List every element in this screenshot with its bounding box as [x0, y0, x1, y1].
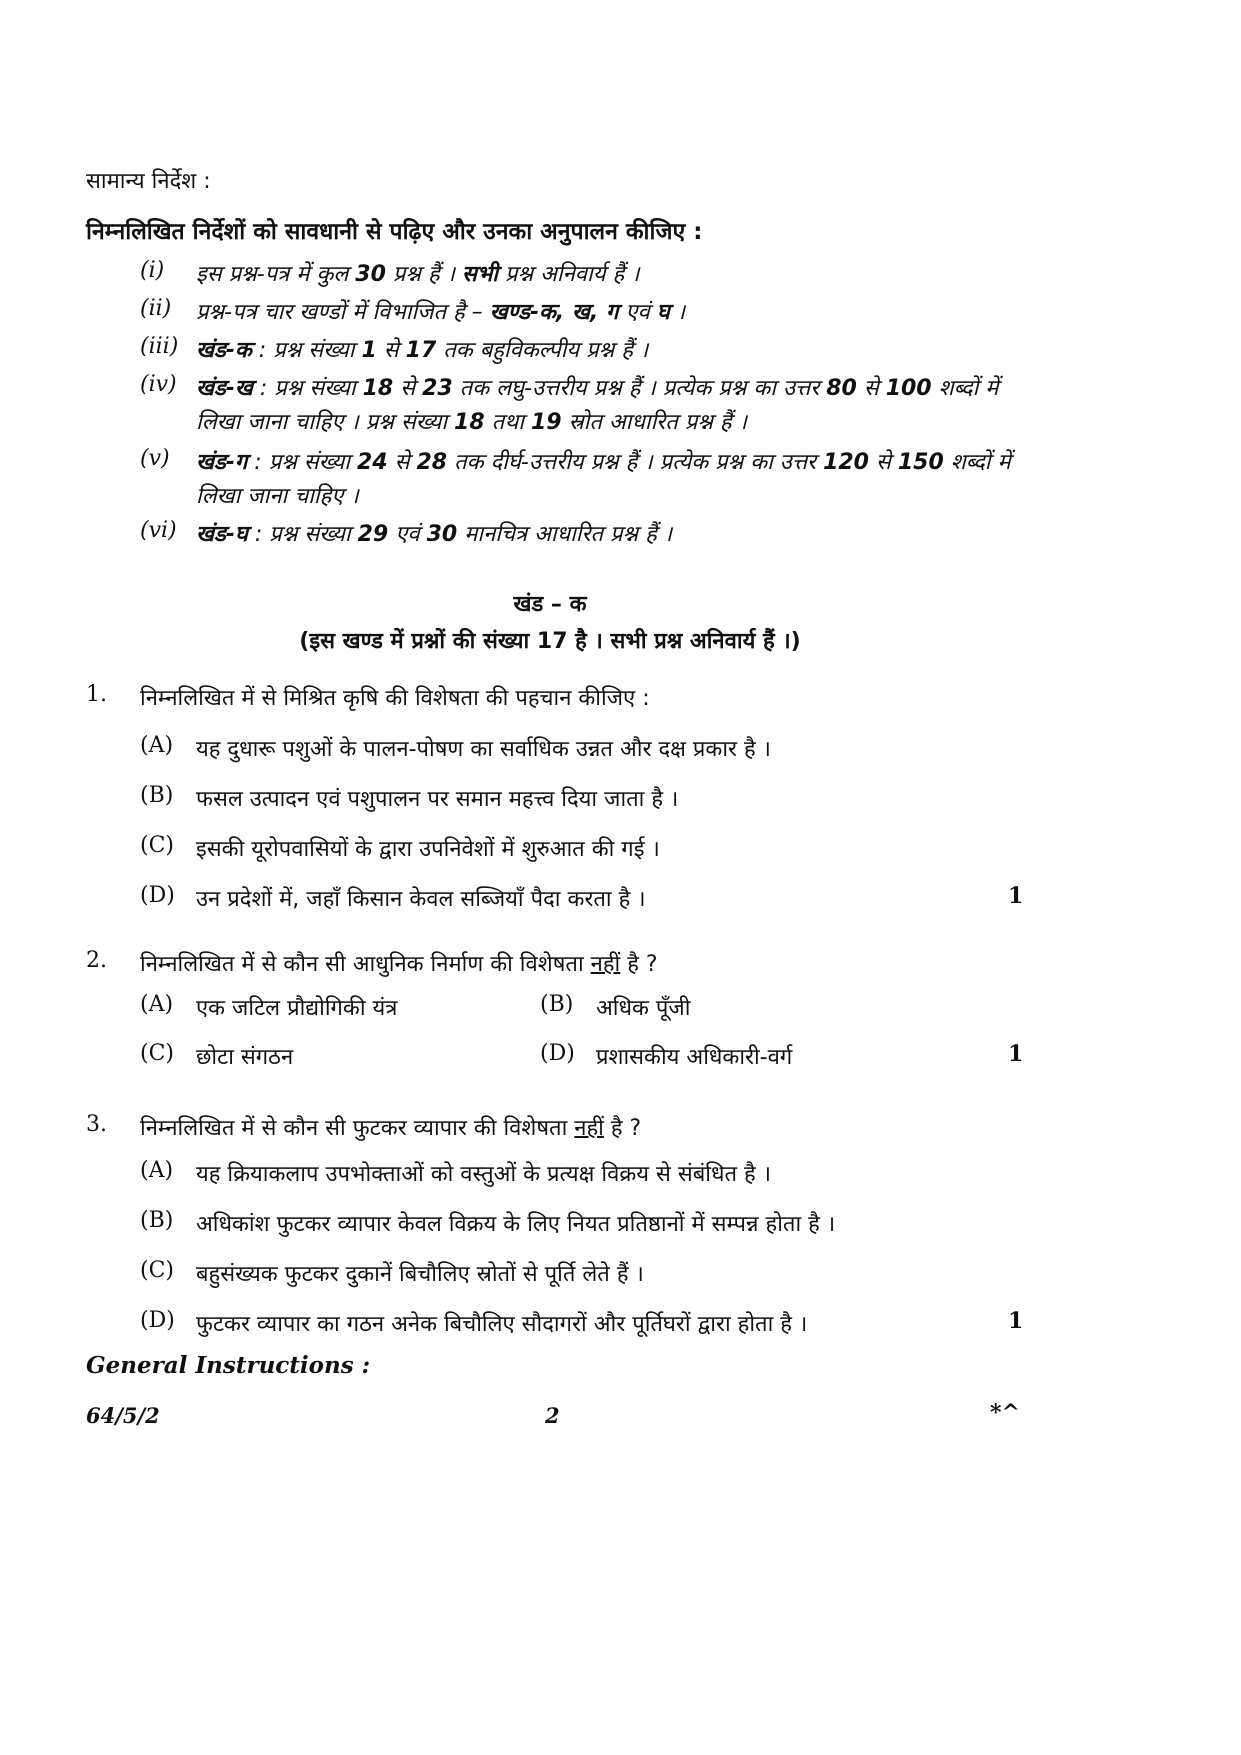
- emphasis-text: 30: [426, 522, 458, 547]
- stem-segment: निम्नलिखित में से कौन सी आधुनिक निर्माण की विशेषता: [140, 952, 591, 977]
- emphasis-text: खंड-घ: [196, 522, 248, 547]
- question-stem: [140, 1112, 641, 1142]
- instruction-text: [196, 446, 1011, 476]
- option-label: (A): [140, 992, 174, 1017]
- instruction-segment: तक लघु-उत्तरीय प्रश्न हैं । प्रत्येक प्रश्न का उत्तर: [452, 376, 827, 401]
- instruction-segment: : प्रश्न संख्या: [247, 522, 358, 547]
- instruction-segment: से: [856, 376, 886, 401]
- section-subtitle: (इस खण्ड में प्रश्नों की संख्या 17 है । सभी प्रश्न अनिवार्य हैं ।): [299, 629, 801, 654]
- emphasis-text: 17: [405, 338, 437, 363]
- emphasis-text: 29: [357, 522, 389, 547]
- instructions-intro: निम्नलिखित निर्देशों को सावधानी से पढ़िए और उनका अनुपालन कीजिए :: [86, 219, 703, 245]
- stem-segment: निम्नलिखित में से मिश्रित कृषि की विशेषता की पहचान कीजिए :: [140, 686, 650, 711]
- paper-code: 64/5/2: [86, 1403, 160, 1428]
- instruction-number: (iii): [140, 334, 179, 359]
- option-text: उन प्रदेशों में, जहाँ किसान केवल सब्जियाँ पैदा करता है ।: [196, 887, 646, 912]
- option-label: (C): [140, 1258, 174, 1283]
- instruction-segment: इस प्रश्न-पत्र में कुल: [196, 262, 356, 287]
- emphasis-text: खंड-ख: [196, 376, 253, 401]
- option-label: (B): [540, 992, 574, 1017]
- stem-segment: निम्नलिखित में से कौन सी फुटकर व्यापार की विशेषता: [140, 1116, 575, 1141]
- option-text: अधिकांश फुटकर व्यापार केवल विक्रय के लिए नियत प्रतिष्ठानों में सम्पन्न होता है ।: [196, 1212, 836, 1237]
- question-stem: [140, 948, 658, 978]
- instruction-segment: से: [376, 338, 406, 363]
- emphasis-text: सभी: [461, 262, 499, 287]
- instruction-segment: शब्दों में: [943, 450, 1011, 475]
- option-label: (D): [140, 1308, 175, 1333]
- instruction-number: (ii): [140, 296, 172, 321]
- emphasis-text: खण्ड-क, ख, ग: [489, 300, 619, 325]
- emphasis-text: 19: [530, 410, 562, 435]
- option-text: इसकी यूरोपवासियों के द्वारा उपनिवेशों में शुरुआत की गई ।: [196, 837, 660, 862]
- instruction-text-continued: [196, 406, 747, 436]
- instruction-segment: स्रोत आधारित प्रश्न हैं ।: [561, 410, 747, 435]
- instruction-segment: : प्रश्न संख्या: [251, 338, 362, 363]
- instruction-text-continued: [196, 480, 359, 510]
- underlined-emphasis: नहीं: [574, 1116, 604, 1141]
- instruction-segment: शब्दों में: [931, 376, 999, 401]
- emphasis-text: खंड-क: [196, 338, 252, 363]
- instruction-text: [196, 334, 648, 364]
- emphasis-text: घ: [656, 300, 670, 325]
- instruction-segment: मानचित्र आधारित प्रश्न हैं ।: [457, 522, 673, 547]
- marks: 1: [1008, 1308, 1024, 1334]
- footer-symbol: *^: [990, 1400, 1020, 1426]
- option-text: फसल उत्पादन एवं पशुपालन पर समान महत्त्व दिया जाता है ।: [196, 787, 679, 812]
- instruction-segment: एवं: [618, 300, 657, 325]
- option-text: छोटा संगठन: [196, 1045, 294, 1070]
- general-heading-hindi: सामान्य निर्देश :: [86, 169, 211, 194]
- page-number: 2: [545, 1403, 560, 1428]
- emphasis-text: 18: [454, 410, 485, 435]
- stem-segment: है ?: [603, 1116, 642, 1141]
- instruction-number: (iv): [140, 372, 177, 397]
- option-text: यह क्रियाकलाप उपभोक्ताओं को वस्तुओं के प्रत्यक्ष विक्रय से संबंधित है ।: [196, 1162, 772, 1187]
- question-number: 1.: [86, 682, 107, 707]
- emphasis-text: 30: [355, 262, 386, 287]
- instruction-segment: एवं: [388, 522, 427, 547]
- instruction-segment: लिखा जाना चाहिए । प्रश्न संख्या: [196, 410, 455, 435]
- emphasis-text: 80: [826, 376, 857, 401]
- option-label: (B): [140, 1208, 174, 1233]
- option-label: (C): [140, 833, 174, 858]
- emphasis-text: 1: [361, 338, 377, 363]
- option-text: अधिक पूँजी: [596, 996, 691, 1021]
- emphasis-text: 24: [356, 450, 388, 475]
- instruction-segment: से: [869, 450, 898, 475]
- instruction-number: (vi): [140, 518, 177, 543]
- option-label: (D): [140, 883, 175, 908]
- stem-segment: है ?: [620, 952, 658, 977]
- instruction-segment: तथा: [484, 410, 531, 435]
- instruction-text: [196, 372, 998, 402]
- general-instructions-english: General Instructions :: [86, 1352, 371, 1379]
- instruction-text: [196, 296, 685, 326]
- option-label: (A): [140, 1158, 174, 1183]
- instruction-segment: लिखा जाना चाहिए ।: [196, 484, 359, 509]
- emphasis-text: 120: [823, 450, 869, 475]
- instruction-segment: से: [393, 376, 423, 401]
- emphasis-text: 150: [897, 450, 944, 475]
- option-text: यह दुधारू पशुओं के पालन-पोषण का सर्वाधिक उन्नत और दक्ष प्रकार है ।: [196, 737, 772, 762]
- question-stem: [140, 682, 650, 712]
- instruction-segment: से: [387, 450, 417, 475]
- instruction-number: (i): [140, 258, 165, 283]
- instruction-segment: प्रश्न-पत्र चार खण्डों में विभाजित है –: [196, 300, 490, 325]
- option-text: एक जटिल प्रौद्योगिकी यंत्र: [196, 996, 398, 1021]
- question-number: 3.: [86, 1112, 107, 1137]
- question-number: 2.: [86, 948, 107, 973]
- instruction-segment: : प्रश्न संख्या: [247, 450, 357, 475]
- emphasis-text: 23: [422, 376, 453, 401]
- marks: 1: [1008, 883, 1024, 909]
- section-title: खंड – क: [513, 592, 587, 617]
- option-label: (A): [140, 733, 174, 758]
- instruction-segment: : प्रश्न संख्या: [252, 376, 363, 401]
- instruction-number: (v): [140, 446, 170, 471]
- instruction-segment: ।: [669, 300, 686, 325]
- instruction-text: [196, 518, 672, 548]
- emphasis-text: 100: [885, 376, 932, 401]
- emphasis-text: 18: [362, 376, 394, 401]
- instruction-segment: प्रश्न हैं ।: [385, 262, 462, 287]
- option-text: प्रशासकीय अधिकारी-वर्ग: [596, 1045, 793, 1070]
- option-label: (B): [140, 783, 174, 808]
- underlined-emphasis: नहीं: [590, 952, 621, 977]
- option-text: फुटकर व्यापार का गठन अनेक बिचौलिए सौदागरों और पूर्तिघरों द्वारा होता है ।: [196, 1312, 808, 1337]
- emphasis-text: खंड-ग: [196, 450, 248, 475]
- emphasis-text: 28: [416, 450, 448, 475]
- option-text: बहुसंख्यक फुटकर दुकानें बिचौलिए स्रोतों से पूर्ति लेते हैं ।: [196, 1262, 644, 1287]
- option-label: (D): [540, 1041, 575, 1066]
- instruction-segment: प्रश्न अनिवार्य हैं ।: [498, 262, 640, 287]
- option-label: (C): [140, 1041, 174, 1066]
- instruction-segment: तक दीर्घ-उत्तरीय प्रश्न हैं । प्रत्येक प्रश्न का उत्तर: [447, 450, 824, 475]
- marks: 1: [1008, 1041, 1024, 1067]
- instruction-segment: तक बहुविकल्पीय प्रश्न हैं ।: [436, 338, 649, 363]
- instruction-text: [196, 258, 640, 288]
